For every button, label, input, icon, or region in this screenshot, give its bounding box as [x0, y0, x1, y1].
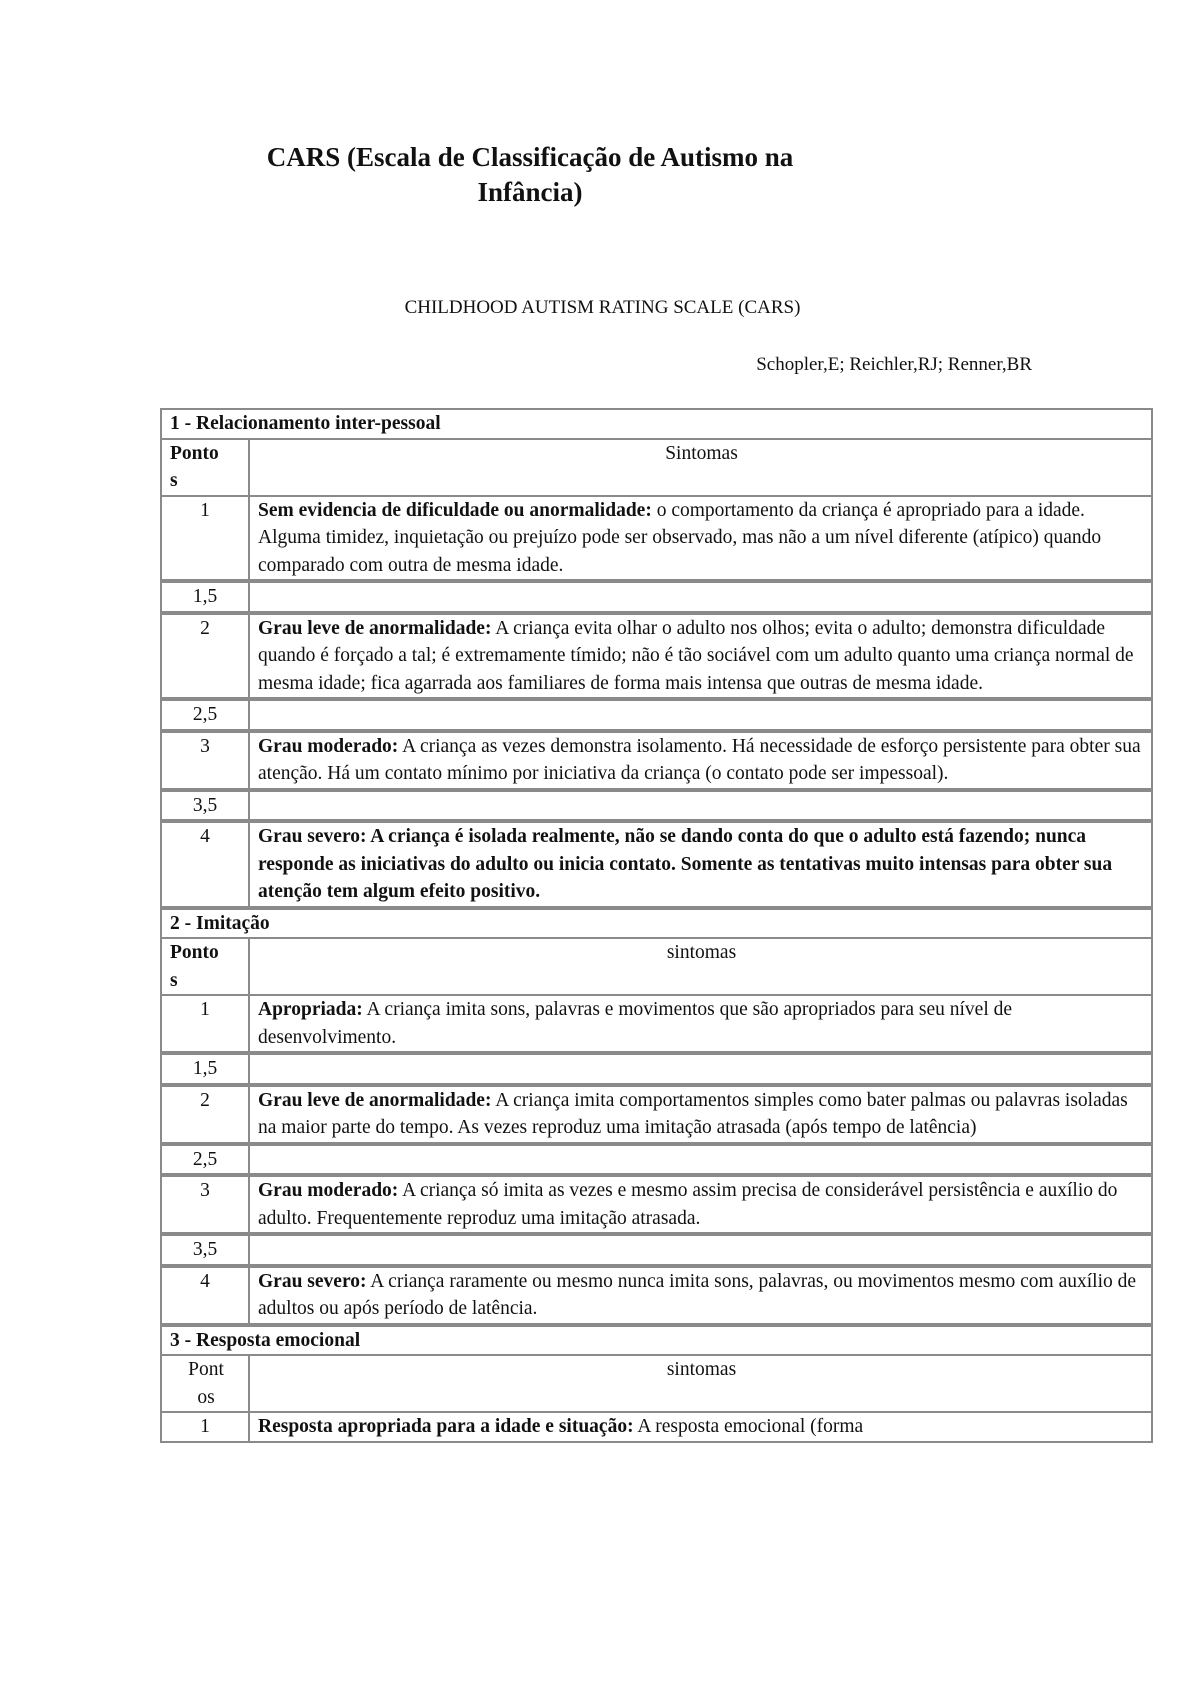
section-heading [161, 908, 1152, 939]
table-row [161, 731, 1152, 790]
points-cell: 1 [161, 995, 249, 1053]
symptom-text: A criança as vezes demonstra isolamento. Há necessidade de esforço persistente para obter sua atenção. Há um contato mínimo por iniciativa da criança (o contato pode ser impessoal). [258, 735, 1141, 784]
section-heading [161, 409, 1152, 439]
points-cell: 1,5 [161, 1053, 249, 1085]
points-cell: 2,5 [161, 699, 249, 731]
symptom-text: A criança é isolada realmente, não se dando conta do que o adulto está fazendo; nunca responde as iniciativas do adulto ou inicia contato. Somente as tentativas muito intensas para obter sua atenção tem algum efeito positivo. [258, 826, 1113, 902]
table-row [161, 613, 1152, 700]
symptom-text: A criança imita sons, palavras e movimentos que são apropriados para seu nível de desenvolvimento. [258, 999, 1013, 1048]
col-symptoms-header: Sintomas [249, 439, 1152, 496]
empty-symptom-cell [249, 790, 1152, 822]
col-symptoms-header: sintomas [249, 1355, 1152, 1412]
symptom-label: Apropriada: [258, 999, 363, 1020]
section-1-heading: 1 - Relacionamento inter-pessoal [161, 409, 1152, 439]
symptom-label: Grau leve de anormalidade: [258, 617, 492, 639]
empty-symptom-cell [249, 1053, 1152, 1085]
table-row [161, 1266, 1152, 1325]
points-cell: 3,5 [161, 1234, 249, 1266]
symptom-cell [249, 1412, 1152, 1442]
points-cell: 1 [161, 496, 249, 582]
points-cell: 3,5 [161, 790, 249, 822]
symptom-text: A criança imita comportamentos simples como bater palmas ou palavras isoladas na maior parte do tempo. As vezes reproduz uma imitação atrasada (após tempo de latência) [258, 1089, 1128, 1138]
table-row [161, 1175, 1152, 1234]
table-row [161, 995, 1152, 1053]
table-row [161, 699, 1152, 731]
col-points-header: Ponto s [161, 938, 249, 995]
points-cell: 2 [161, 613, 249, 700]
title-line-1: CARS (Escala de Classificação de Autismo na [266, 142, 794, 172]
document-subtitle [150, 296, 1055, 320]
symptom-label: Grau leve de anormalidade: [258, 1089, 492, 1111]
symptom-cell [249, 821, 1152, 908]
table-row [161, 496, 1152, 582]
symptom-label: Resposta apropriada para a idade e situação: [258, 1416, 634, 1437]
table-row [161, 821, 1152, 908]
cars-rating-table [160, 408, 1153, 1443]
authors: Schopler,E; Reichler,RJ; Renner,BR [756, 354, 1032, 375]
symptom-label: Grau moderado: [258, 735, 399, 757]
table-row [161, 1412, 1152, 1442]
empty-symptom-cell [249, 1144, 1152, 1176]
empty-symptom-cell [249, 1234, 1152, 1266]
points-cell: 3 [161, 731, 249, 790]
points-cell: 1,5 [161, 581, 249, 613]
symptom-text: A criança só imita as vezes e mesmo assim precisa de considerável persistência e auxílio do adulto. Frequentemente reproduz uma imitação atrasada. [258, 1180, 1118, 1229]
symptom-cell [249, 613, 1152, 700]
symptom-text: A criança raramente ou mesmo nunca imita sons, palavras, ou movimentos mesmo com auxílio de adultos ou após período de latência. [258, 1270, 1137, 1319]
section-3-heading: 3 - Resposta emocional [161, 1325, 1152, 1356]
points-cell: 1 [161, 1412, 249, 1442]
symptom-cell [249, 1175, 1152, 1234]
document-title [200, 140, 860, 210]
column-header-row [161, 1355, 1152, 1412]
column-header-row [161, 938, 1152, 995]
col-points-header: Pont os [161, 1355, 249, 1412]
empty-symptom-cell [249, 581, 1152, 613]
points-cell: 3 [161, 1175, 249, 1234]
section-heading [161, 1325, 1152, 1356]
symptom-label: Grau severo: [258, 1270, 367, 1292]
table-row [161, 581, 1152, 613]
points-cell: 4 [161, 821, 249, 908]
col-symptoms-header: sintomas [249, 938, 1152, 995]
table-row [161, 1234, 1152, 1266]
symptom-label: Grau moderado: [258, 1180, 399, 1201]
table-row [161, 1085, 1152, 1144]
subtitle-bold: CHILDHOOD AUTISM RATING SCALE [404, 297, 734, 318]
table-row [161, 790, 1152, 822]
section-2-heading: 2 - Imitação [161, 908, 1152, 939]
points-cell: 2,5 [161, 1144, 249, 1176]
empty-symptom-cell [249, 699, 1152, 731]
symptom-cell [249, 1085, 1152, 1144]
table-row [161, 1053, 1152, 1085]
symptom-text: A criança evita olhar o adulto nos olhos; evita o adulto; demonstra dificuldade quando é forçado a tal; é extremamente tímido; não é tão sociável com um adulto quanto uma criança normal de mesma idade; fica agarrada aos familiares de forma mais intensa que outras de mesma idade. [258, 617, 1134, 694]
points-cell: 4 [161, 1266, 249, 1325]
symptom-label: Grau severo: [258, 826, 367, 847]
symptom-text: A resposta emocional (forma [633, 1416, 864, 1437]
symptom-cell [249, 995, 1152, 1053]
subtitle-rest: (CARS) [733, 297, 801, 318]
symptom-cell [249, 731, 1152, 790]
symptom-text: o comportamento da criança é apropriado para a idade. Alguma timidez, inquietação ou prejuízo pode ser observado, mas não a um nível diferente (atípico) quando comparado com outra de mesma idade. [258, 499, 1102, 576]
points-cell: 2 [161, 1085, 249, 1144]
symptom-label: Sem evidencia de dificuldade ou anormalidade: [258, 499, 652, 521]
table-row [161, 1144, 1152, 1176]
symptom-cell [249, 1266, 1152, 1325]
column-header-row [161, 439, 1152, 496]
title-line-2: Infância) [477, 177, 583, 207]
symptom-cell [249, 496, 1152, 582]
col-points-header: Ponto s [161, 439, 249, 496]
